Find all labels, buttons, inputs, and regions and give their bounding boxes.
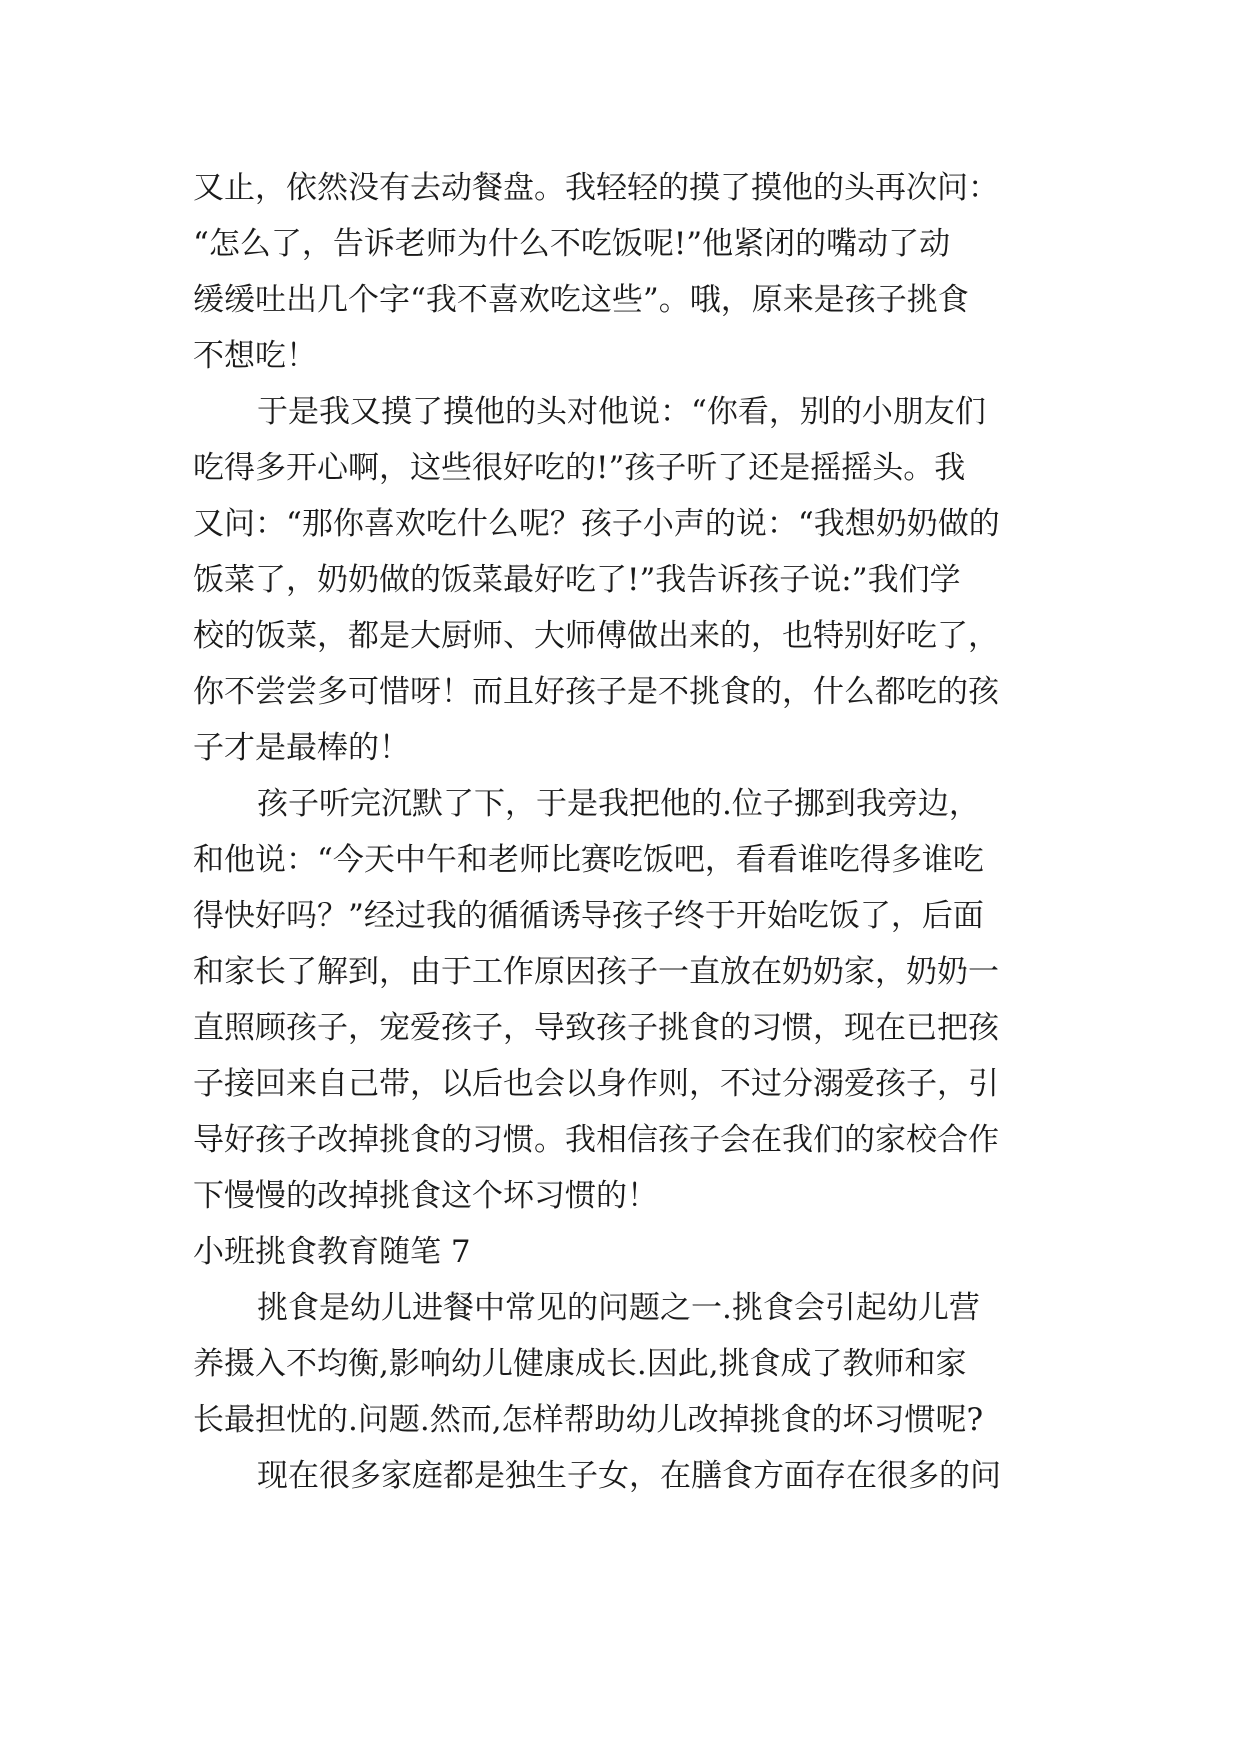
text-line: 不想吃！ <box>193 338 317 374</box>
text-line: 吃得多开心啊，这些很好吃的!”孩子听了还是摇摇头。我 <box>193 450 966 486</box>
text-line: 又问：“那你喜欢吃什么呢？孩子小声的说：“我想奶奶做的 <box>193 506 1000 542</box>
paragraph-start-line: 现在很多家庭都是独生子女，在膳食方面存在很多的问 <box>257 1458 1001 1494</box>
text-line: 直照顾孩子，宠爱孩子，导致孩子挑食的习惯，现在已把孩 <box>193 1010 999 1046</box>
text-line: “怎么了，告诉老师为什么不吃饭呢!”他紧闭的嘴动了动 <box>193 226 951 262</box>
text-line: 得快好吗？”经过我的循循诱导孩子终于开始吃饭了，后面 <box>193 898 984 934</box>
paragraph-start-line: 孩子听完沉默了下，于是我把他的.位子挪到我旁边， <box>257 786 980 822</box>
section-heading: 小班挑食教育随笔 7 <box>193 1234 471 1270</box>
text-line: 你不尝尝多可惜呀！而且好孩子是不挑食的，什么都吃的孩 <box>193 674 999 710</box>
text-line: 饭菜了，奶奶做的饭菜最好吃了!”我告诉孩子说:”我们学 <box>193 562 961 598</box>
text-line: 缓缓吐出几个字“我不喜欢吃这些”。哦，原来是孩子挑食 <box>193 282 969 318</box>
text-line: 和他说：“今天中午和老师比赛吃饭吧，看看谁吃得多谁吃 <box>193 842 984 878</box>
document-body <box>193 160 1063 1504</box>
paragraph-start-line: 于是我又摸了摸他的头对他说：“你看，别的小朋友们 <box>257 394 986 430</box>
text-line: 长最担忧的.问题.然而,怎样帮助幼儿改掉挑食的坏习惯呢? <box>193 1402 984 1438</box>
text-line: 又止，依然没有去动餐盘。我轻轻的摸了摸他的头再次问： <box>193 170 999 206</box>
text-line: 校的饭菜，都是大厨师、大师傅做出来的，也特别好吃了， <box>193 618 999 654</box>
text-line: 子才是最棒的！ <box>193 730 410 766</box>
text-line: 和家长了解到，由于工作原因孩子一直放在奶奶家，奶奶一 <box>193 954 999 990</box>
text-line: 下慢慢的改掉挑食这个坏习惯的！ <box>193 1178 658 1214</box>
text-line: 养摄入不均衡,影响幼儿健康成长.因此,挑食成了教师和家 <box>193 1346 967 1382</box>
text-line: 导好孩子改掉挑食的习惯。我相信孩子会在我们的家校合作 <box>193 1122 999 1158</box>
paragraph-start-line: 挑食是幼儿进餐中常见的问题之一.挑食会引起幼儿营 <box>257 1290 980 1326</box>
text-line: 子接回来自己带，以后也会以身作则，不过分溺爱孩子，引 <box>193 1066 999 1102</box>
